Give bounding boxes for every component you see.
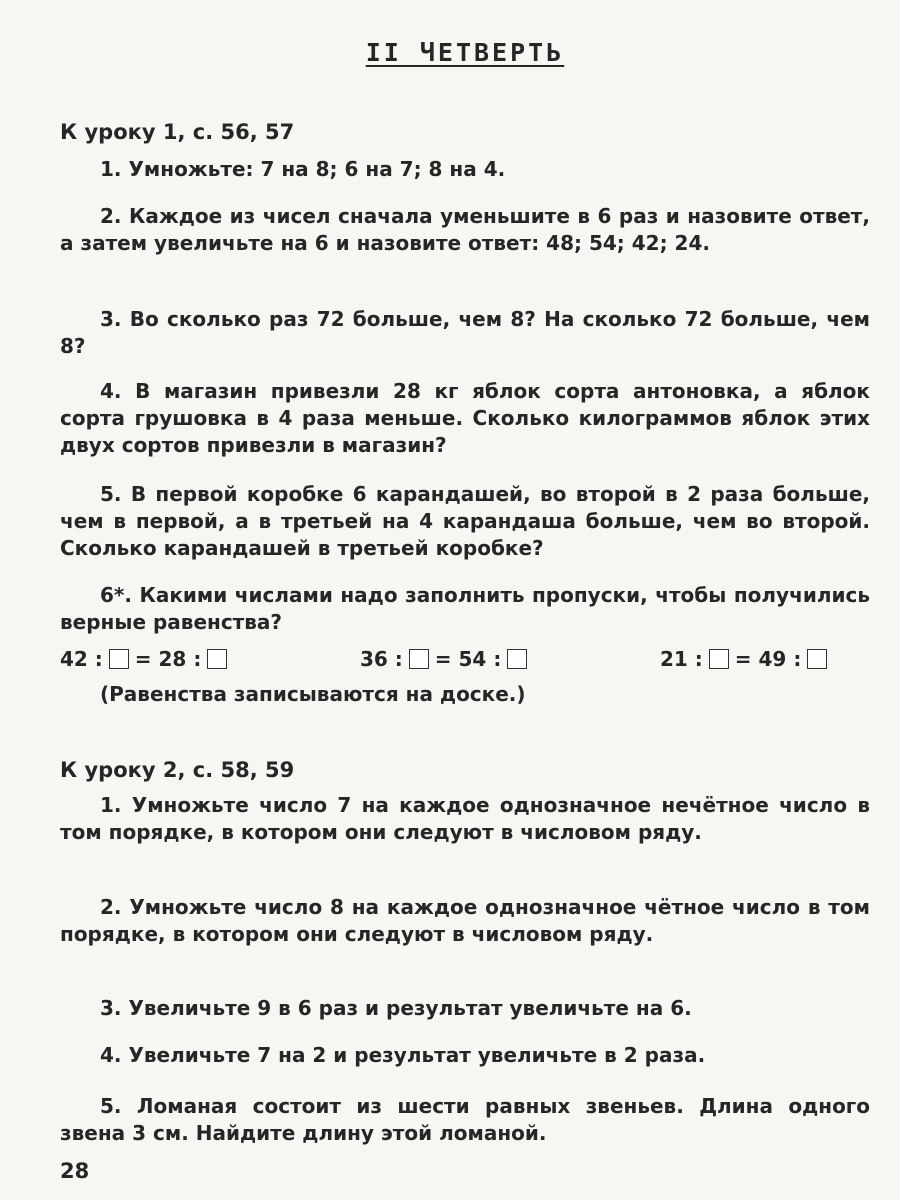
equation-right: = 28 :	[134, 647, 202, 671]
equation-left: 42 :	[60, 647, 103, 671]
lesson-1-task-4: 4. В магазин привезли 28 кг яблок сорта антоновка, а яблок сорта грушовка в 4 раза меньше. Сколько килограммов яблок этих двух сортов привезли в магазин?	[60, 379, 870, 457]
equation-3	[660, 645, 833, 673]
equation-left: 36 :	[360, 647, 403, 671]
lesson-1-task-1: 1. Умножьте: 7 на 8; 6 на 7; 8 на 4.	[100, 157, 506, 181]
equation-right: = 49 :	[734, 647, 802, 671]
blank-box	[807, 649, 827, 669]
lesson-2-task-4: 4. Увеличьте 7 на 2 и результат увеличьте в 2 раза.	[100, 1043, 706, 1067]
lesson-1-task-5: 5. В первой коробке 6 карандашей, во второй в 2 раза больше, чем в первой, а в третьей на 4 карандаша больше, чем во второй. Сколько карандашей в третьей коробке?	[60, 482, 870, 560]
blank-box	[709, 649, 729, 669]
blank-box	[109, 649, 129, 669]
lesson-1-heading: К уроку 1, с. 56, 57	[60, 120, 295, 144]
lesson-1-task-6: 6*. Какими числами надо заполнить пропуски, чтобы получились верные равенства?	[60, 583, 870, 634]
equation-left: 21 :	[660, 647, 703, 671]
blank-box	[507, 649, 527, 669]
lesson-2-heading: К уроку 2, с. 58, 59	[60, 758, 295, 782]
section-title: II ЧЕТВЕРТЬ	[365, 38, 565, 67]
lesson-1-task-2: 2. Каждое из чисел сначала уменьшите в 6 раз и назовите ответ, а затем увеличьте на 6 и назовите ответ: 48; 54; 42; 24.	[60, 204, 870, 255]
page-number: 28	[60, 1159, 90, 1183]
lesson-1-task-3: 3. Во сколько раз 72 больше, чем 8? На сколько 72 больше, чем 8?	[60, 307, 870, 358]
lesson-2-task-2: 2. Умножьте число 8 на каждое однозначное чётное число в том порядке, в котором они следуют в числовом ряду.	[60, 895, 870, 946]
lesson-2-task-1: 1. Умножьте число 7 на каждое однозначное нечётное число в том порядке, в котором они следуют в числовом ряду.	[60, 793, 870, 844]
blank-box	[409, 649, 429, 669]
lesson-2-task-5: 5. Ломаная состоит из шести равных звеньев. Длина одного звена 3 см. Найдите длину этой ломаной.	[60, 1094, 870, 1145]
blank-box	[207, 649, 227, 669]
equation-2	[360, 645, 533, 673]
equation-1	[60, 645, 233, 673]
textbook-page	[60, 0, 870, 1200]
board-note: (Равенства записываются на доске.)	[100, 682, 526, 706]
equation-right: = 54 :	[434, 647, 502, 671]
lesson-2-task-3: 3. Увеличьте 9 в 6 раз и результат увеличьте на 6.	[100, 996, 692, 1020]
